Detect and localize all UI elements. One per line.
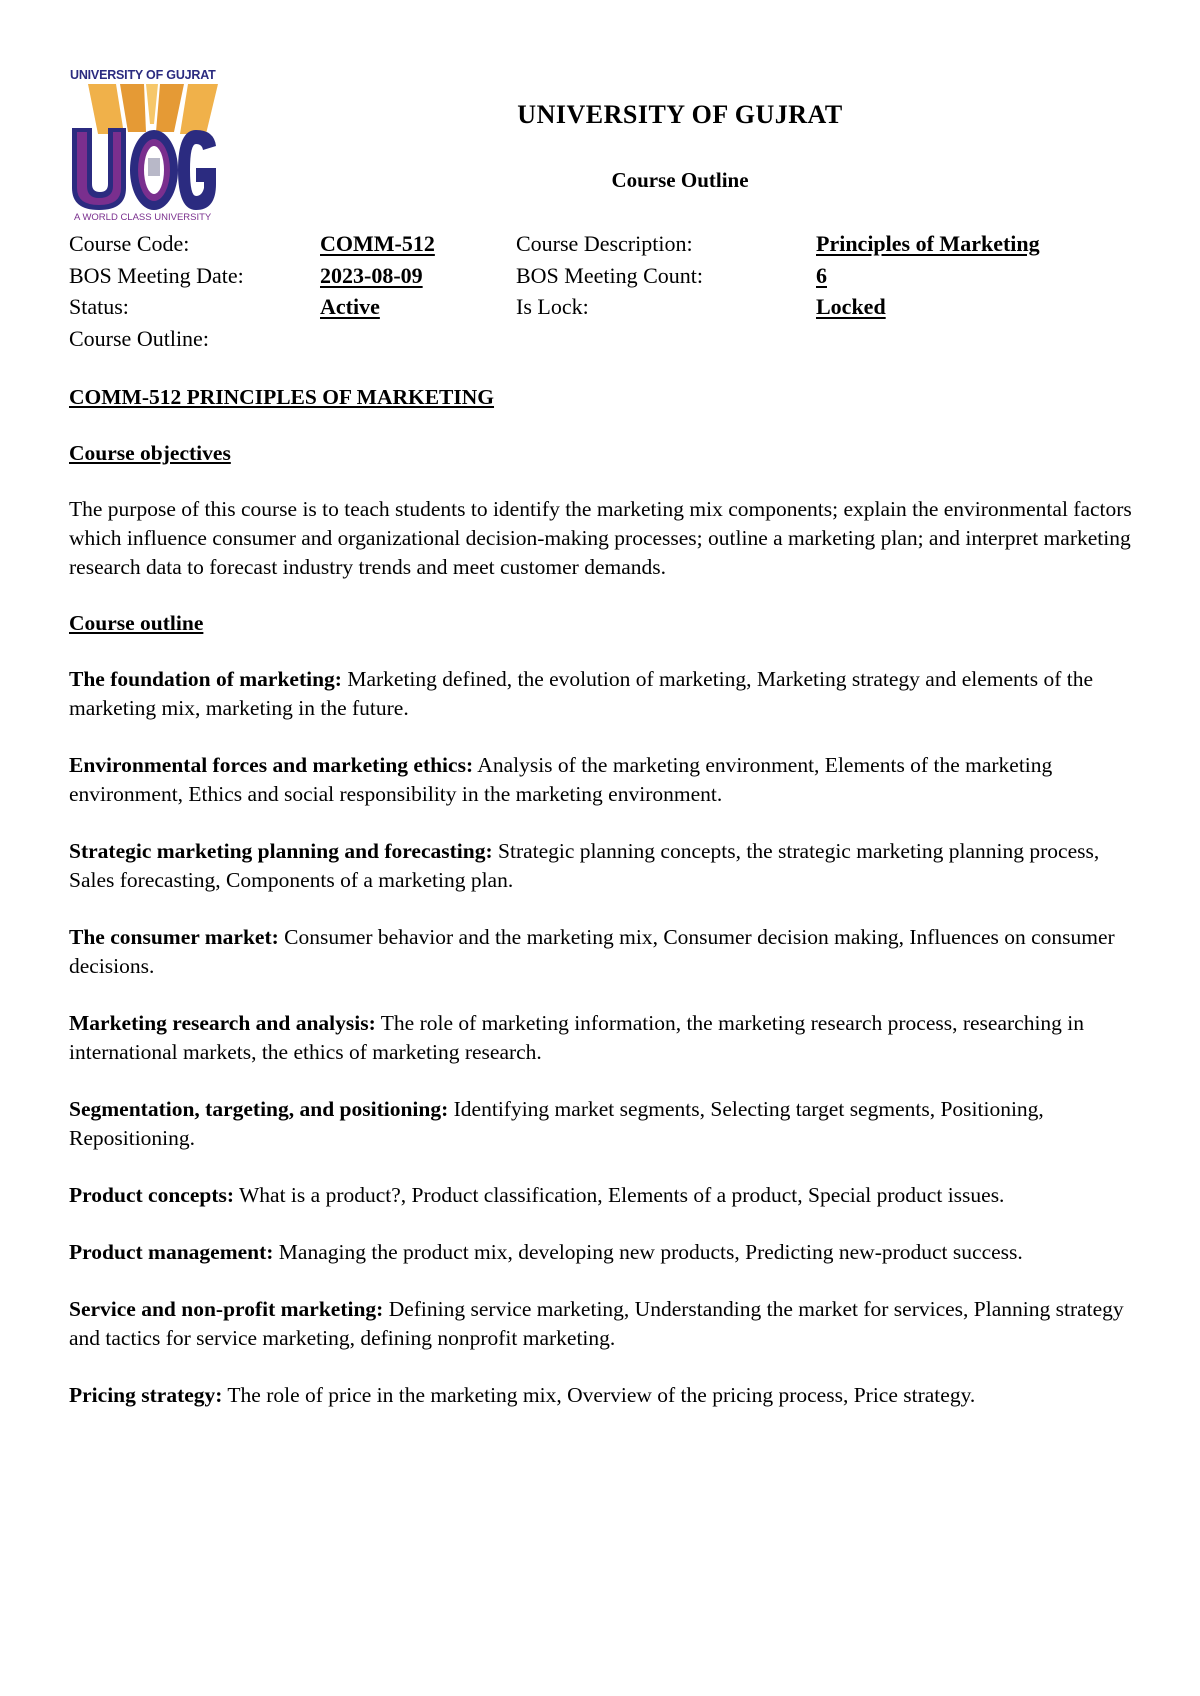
course-outline-label: Course Outline: [69, 326, 209, 351]
logo-tagline: A WORLD CLASS UNIVERSITY [74, 212, 212, 223]
topic-text: Strategic planning concepts, the strategic marketing planning process, Sales forecasting, Components of a marketing plan. [69, 839, 1100, 892]
bos-date-value: 2023-08-09 [320, 263, 423, 288]
topic-item [69, 923, 1137, 981]
lock-value: Locked [816, 294, 886, 319]
topic-text: The role of marketing information, the marketing research process, researching in international markets, the ethics of marketing research. [69, 1011, 1085, 1064]
topic-title: Strategic marketing planning and forecasting: [69, 839, 493, 863]
topic-item [69, 751, 1137, 809]
topic-text: Defining service marketing, Understanding the market for services, Planning strategy and tactics for service marketing, defining nonprofit marketing. [69, 1297, 1124, 1350]
objectives-text: The purpose of this course is to teach students to identify the marketing mix components; explain the environmental factors which influence consumer and organizational decision-making processes; outline a marketing plan; and interpret marketing research data to forecast industry trends and meet customer demands. [69, 497, 1132, 579]
outline-heading: Course outline [69, 611, 204, 635]
objectives-heading: Course objectives [69, 441, 231, 465]
course-description-label: Course Description: [516, 231, 693, 256]
course-content [69, 383, 1137, 1438]
topic-text: The role of price in the marketing mix, Overview of the pricing process, Price strategy. [222, 1383, 976, 1407]
university-logo [68, 62, 236, 228]
topic-title: Product management: [69, 1240, 274, 1264]
topic-item [69, 665, 1137, 723]
topic-text: What is a product?, Product classification, Elements of a product, Special product issues. [234, 1183, 1005, 1207]
bos-count-label: BOS Meeting Count: [516, 263, 704, 288]
topic-item [69, 1238, 1137, 1267]
status-label: Status: [69, 294, 129, 319]
topic-title: Marketing research and analysis: [69, 1011, 376, 1035]
topic-title: The foundation of marketing: [69, 667, 342, 691]
topic-item [69, 837, 1137, 895]
topic-title: Service and non-profit marketing: [69, 1297, 384, 1321]
topic-title: Pricing strategy: [69, 1383, 223, 1407]
topic-text: Consumer behavior and the marketing mix, Consumer decision making, Influences on consumer decisions. [69, 925, 1115, 978]
course-description-value: Principles of Marketing [816, 231, 1040, 256]
topic-item [69, 1181, 1137, 1210]
topic-item [69, 1095, 1137, 1153]
topic-title: Environmental forces and marketing ethics: [69, 753, 474, 777]
topic-text: Identifying market segments, Selecting target segments, Positioning, Repositioning. [69, 1097, 1044, 1150]
main-heading: COMM-512 PRINCIPLES OF MARKETING [69, 385, 495, 409]
bos-date-label: BOS Meeting Date: [69, 263, 244, 288]
document-title: Course Outline [611, 168, 749, 192]
topic-item [69, 1381, 1137, 1410]
topic-title: The consumer market: [69, 925, 279, 949]
topic-text: Marketing defined, the evolution of marketing, Marketing strategy and elements of the marketing mix, marketing in the future. [69, 667, 1094, 720]
lock-label: Is Lock: [516, 294, 589, 319]
course-code-label: Course Code: [69, 231, 190, 256]
logo-emblem-icon [68, 84, 236, 214]
topic-text: Managing the product mix, developing new products, Predicting new-product success. [273, 1240, 1023, 1264]
topic-item [69, 1295, 1137, 1353]
logo-top-text: UNIVERSITY OF GUJRAT [70, 68, 216, 82]
university-title: UNIVERSITY OF GUJRAT [517, 100, 843, 129]
topic-title: Segmentation, targeting, and positioning: [69, 1097, 449, 1121]
bos-count-value: 6 [816, 263, 827, 288]
course-code-value: COMM-512 [320, 231, 435, 256]
topic-title: Product concepts: [69, 1183, 235, 1207]
topic-text: Analysis of the marketing environment, Elements of the marketing environment, Ethics and social responsibility in the marketing environment. [69, 753, 1053, 806]
status-value: Active [320, 294, 380, 319]
topic-item [69, 1009, 1137, 1067]
